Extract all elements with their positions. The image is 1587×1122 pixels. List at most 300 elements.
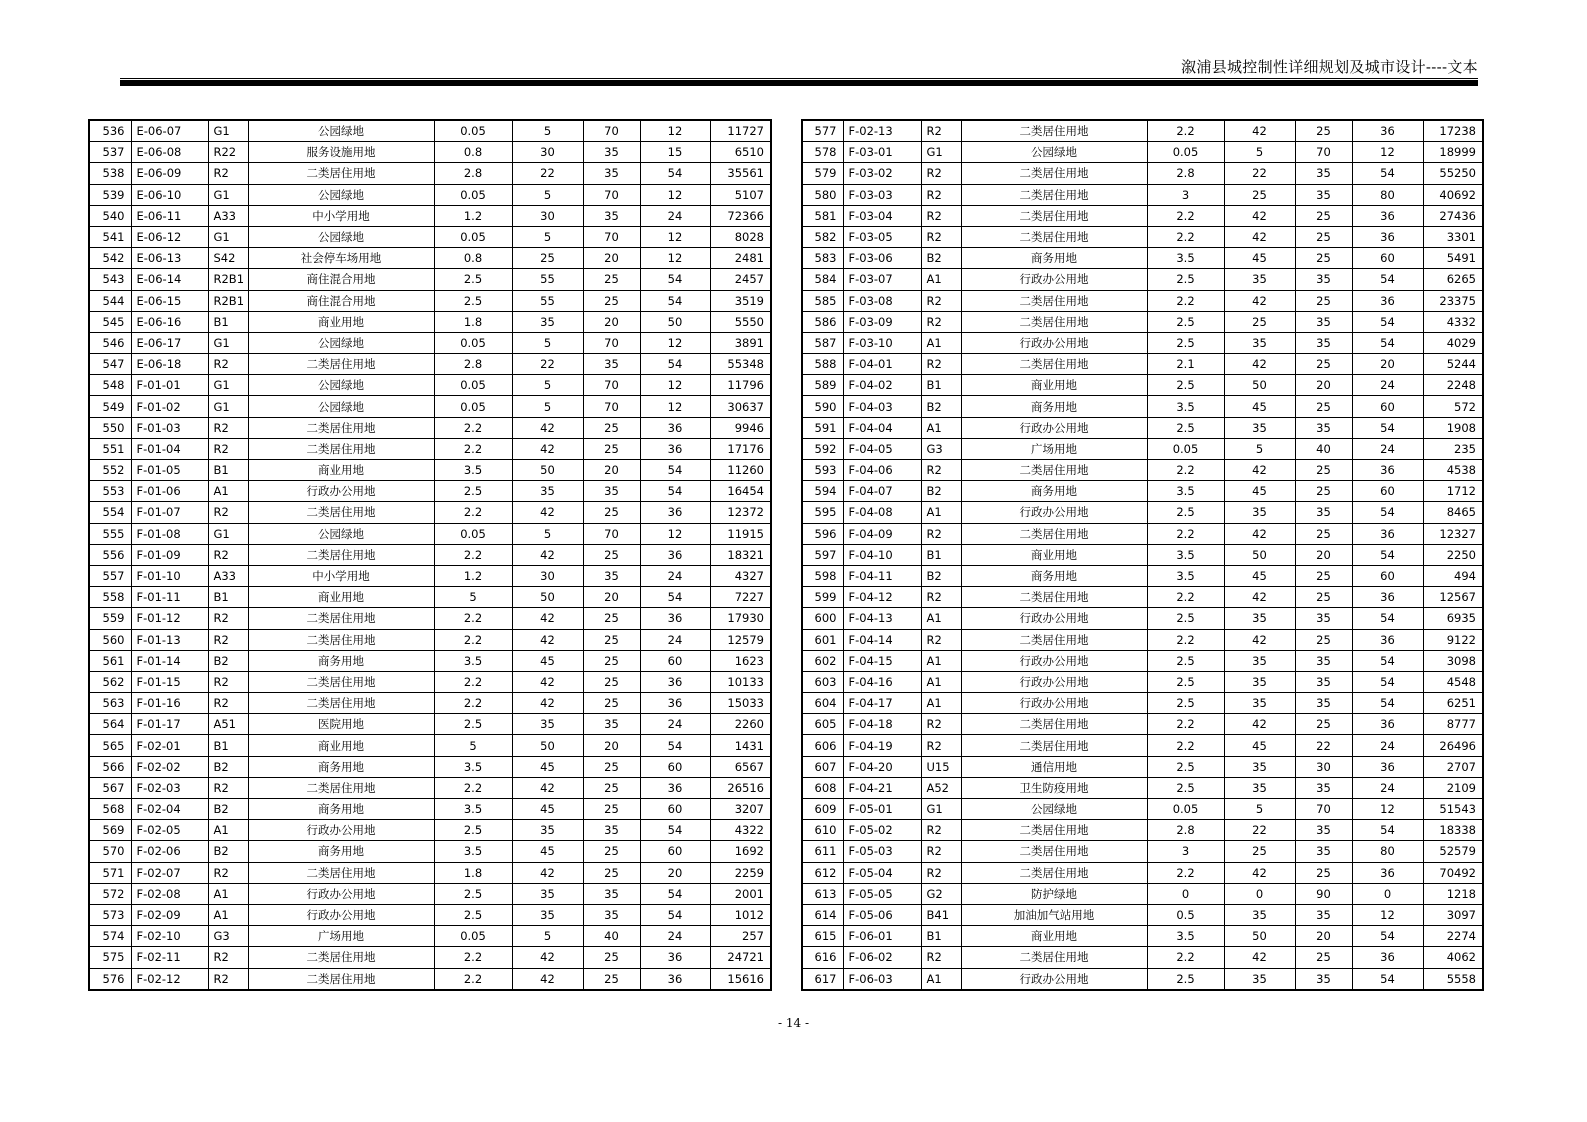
land-use-code-cell: A52: [921, 777, 961, 798]
green-ratio-cell: 25: [583, 544, 640, 565]
land-use-code-cell: R2: [208, 693, 248, 714]
land-use-code-cell: A1: [208, 481, 248, 502]
row-number-cell: 596: [802, 523, 843, 544]
height-limit-cell: 24: [640, 714, 710, 735]
area-cell: 1908: [1423, 417, 1483, 438]
height-limit-cell: 60: [640, 799, 710, 820]
land-use-code-cell: A1: [921, 608, 961, 629]
height-limit-cell: 60: [640, 650, 710, 671]
building-density-cell: 30: [512, 565, 583, 586]
land-use-name-cell: 加油加气站用地: [961, 904, 1147, 925]
green-ratio-cell: 25: [1295, 290, 1352, 311]
row-number-cell: 553: [89, 481, 131, 502]
land-use-name-cell: 商业用地: [961, 375, 1147, 396]
land-use-name-cell: 二类居住用地: [961, 629, 1147, 650]
table-row: [802, 375, 1483, 396]
building-density-cell: 5: [1224, 142, 1295, 163]
green-ratio-cell: 35: [1295, 184, 1352, 205]
area-cell: 11915: [710, 523, 771, 544]
building-density-cell: 35: [1224, 502, 1295, 523]
floor-area-ratio-cell: 2.5: [1147, 502, 1224, 523]
land-use-name-cell: 商务用地: [248, 841, 434, 862]
row-number-cell: 565: [89, 735, 131, 756]
table-row: [89, 417, 771, 438]
green-ratio-cell: 70: [583, 396, 640, 417]
land-use-code-cell: R2: [921, 311, 961, 332]
land-use-name-cell: 二类居住用地: [961, 184, 1147, 205]
table-row: [89, 311, 771, 332]
green-ratio-cell: 25: [583, 968, 640, 990]
row-number-cell: 592: [802, 438, 843, 459]
land-use-name-cell: 二类居住用地: [248, 862, 434, 883]
plot-code-cell: F-04-21: [843, 777, 921, 798]
green-ratio-cell: 70: [583, 120, 640, 142]
building-density-cell: 5: [512, 120, 583, 142]
green-ratio-cell: 35: [1295, 968, 1352, 990]
header-rule-thick: [120, 80, 1478, 86]
green-ratio-cell: 25: [1295, 523, 1352, 544]
area-cell: 40692: [1423, 184, 1483, 205]
building-density-cell: 35: [1224, 332, 1295, 353]
green-ratio-cell: 25: [583, 417, 640, 438]
row-number-cell: 558: [89, 587, 131, 608]
table-row: [89, 438, 771, 459]
row-number-cell: 584: [802, 269, 843, 290]
area-cell: 3301: [1423, 226, 1483, 247]
plot-code-cell: F-01-04: [131, 438, 208, 459]
green-ratio-cell: 25: [583, 777, 640, 798]
area-cell: 2109: [1423, 777, 1483, 798]
height-limit-cell: 54: [640, 820, 710, 841]
land-use-code-cell: B2: [921, 565, 961, 586]
row-number-cell: 605: [802, 714, 843, 735]
table-row: [89, 332, 771, 353]
plot-code-cell: F-05-04: [843, 862, 921, 883]
area-cell: 55250: [1423, 163, 1483, 184]
area-cell: 8028: [710, 226, 771, 247]
row-number-cell: 556: [89, 544, 131, 565]
row-number-cell: 568: [89, 799, 131, 820]
land-use-code-cell: R2: [921, 184, 961, 205]
land-use-code-cell: A33: [208, 565, 248, 586]
row-number-cell: 545: [89, 311, 131, 332]
building-density-cell: 35: [1224, 608, 1295, 629]
table-row: [802, 947, 1483, 968]
height-limit-cell: 36: [1352, 756, 1423, 777]
green-ratio-cell: 20: [583, 587, 640, 608]
row-number-cell: 589: [802, 375, 843, 396]
building-density-cell: 35: [1224, 650, 1295, 671]
row-number-cell: 580: [802, 184, 843, 205]
floor-area-ratio-cell: 2.5: [1147, 968, 1224, 990]
table-row: [802, 502, 1483, 523]
building-density-cell: 42: [512, 671, 583, 692]
green-ratio-cell: 25: [1295, 862, 1352, 883]
area-cell: 17176: [710, 438, 771, 459]
table-row: [802, 926, 1483, 947]
floor-area-ratio-cell: 2.5: [434, 290, 512, 311]
row-number-cell: 587: [802, 332, 843, 353]
land-use-name-cell: 广场用地: [248, 926, 434, 947]
land-use-name-cell: 广场用地: [961, 438, 1147, 459]
floor-area-ratio-cell: 2.2: [434, 947, 512, 968]
building-density-cell: 22: [512, 354, 583, 375]
area-cell: 24721: [710, 947, 771, 968]
table-row: [89, 777, 771, 798]
land-use-code-cell: G1: [208, 523, 248, 544]
green-ratio-cell: 25: [1295, 629, 1352, 650]
green-ratio-cell: 35: [1295, 608, 1352, 629]
land-use-code-cell: R2: [921, 629, 961, 650]
plot-code-cell: F-03-06: [843, 248, 921, 269]
land-use-name-cell: 商业用地: [248, 460, 434, 481]
height-limit-cell: 54: [1352, 608, 1423, 629]
plot-code-cell: F-01-12: [131, 608, 208, 629]
green-ratio-cell: 35: [583, 904, 640, 925]
height-limit-cell: 12: [1352, 799, 1423, 820]
green-ratio-cell: 20: [583, 311, 640, 332]
land-use-name-cell: 公园绿地: [248, 332, 434, 353]
green-ratio-cell: 35: [1295, 904, 1352, 925]
row-number-cell: 576: [89, 968, 131, 990]
plot-code-cell: F-04-08: [843, 502, 921, 523]
height-limit-cell: 54: [1352, 269, 1423, 290]
floor-area-ratio-cell: 3.5: [434, 650, 512, 671]
area-cell: 6510: [710, 142, 771, 163]
row-number-cell: 603: [802, 671, 843, 692]
land-use-name-cell: 行政办公用地: [248, 883, 434, 904]
height-limit-cell: 60: [1352, 565, 1423, 586]
floor-area-ratio-cell: 2.2: [434, 777, 512, 798]
land-use-code-cell: G1: [921, 799, 961, 820]
table-row: [802, 587, 1483, 608]
height-limit-cell: 54: [1352, 502, 1423, 523]
building-density-cell: 42: [512, 544, 583, 565]
table-row: [802, 799, 1483, 820]
area-cell: 52579: [1423, 841, 1483, 862]
land-use-name-cell: 公园绿地: [961, 799, 1147, 820]
area-cell: 9122: [1423, 629, 1483, 650]
row-number-cell: 595: [802, 502, 843, 523]
land-use-name-cell: 商务用地: [248, 650, 434, 671]
green-ratio-cell: 20: [1295, 926, 1352, 947]
building-density-cell: 42: [512, 777, 583, 798]
land-use-code-cell: B1: [208, 587, 248, 608]
area-cell: 8465: [1423, 502, 1483, 523]
table-row: [89, 163, 771, 184]
land-use-table-right: [801, 119, 1484, 991]
floor-area-ratio-cell: 0.8: [434, 248, 512, 269]
height-limit-cell: 24: [640, 926, 710, 947]
floor-area-ratio-cell: 3.5: [434, 460, 512, 481]
height-limit-cell: 54: [640, 460, 710, 481]
height-limit-cell: 50: [640, 311, 710, 332]
floor-area-ratio-cell: 2.5: [1147, 608, 1224, 629]
building-density-cell: 42: [1224, 947, 1295, 968]
building-density-cell: 35: [1224, 269, 1295, 290]
land-use-name-cell: 二类居住用地: [248, 354, 434, 375]
height-limit-cell: 24: [1352, 438, 1423, 459]
table-row: [802, 693, 1483, 714]
height-limit-cell: 54: [1352, 926, 1423, 947]
table-row: [802, 608, 1483, 629]
height-limit-cell: 36: [640, 417, 710, 438]
land-use-code-cell: B2: [208, 756, 248, 777]
green-ratio-cell: 35: [1295, 163, 1352, 184]
plot-code-cell: F-04-18: [843, 714, 921, 735]
row-number-cell: 541: [89, 226, 131, 247]
green-ratio-cell: 35: [583, 565, 640, 586]
floor-area-ratio-cell: 2.5: [434, 904, 512, 925]
height-limit-cell: 80: [1352, 841, 1423, 862]
building-density-cell: 35: [512, 820, 583, 841]
building-density-cell: 35: [512, 311, 583, 332]
area-cell: 2248: [1423, 375, 1483, 396]
building-density-cell: 35: [512, 714, 583, 735]
plot-code-cell: E-06-08: [131, 142, 208, 163]
plot-code-cell: F-02-08: [131, 883, 208, 904]
floor-area-ratio-cell: 2.2: [434, 671, 512, 692]
floor-area-ratio-cell: 2.2: [434, 608, 512, 629]
row-number-cell: 555: [89, 523, 131, 544]
floor-area-ratio-cell: 0.05: [434, 396, 512, 417]
floor-area-ratio-cell: 0.05: [434, 226, 512, 247]
page-number: - 14 -: [777, 1016, 809, 1030]
building-density-cell: 35: [512, 883, 583, 904]
building-density-cell: 45: [512, 799, 583, 820]
area-cell: 494: [1423, 565, 1483, 586]
area-cell: 5558: [1423, 968, 1483, 990]
row-number-cell: 539: [89, 184, 131, 205]
row-number-cell: 557: [89, 565, 131, 586]
table-row: [802, 142, 1483, 163]
green-ratio-cell: 25: [1295, 460, 1352, 481]
land-use-code-cell: R2: [921, 205, 961, 226]
area-cell: 2250: [1423, 544, 1483, 565]
land-use-code-cell: A1: [208, 820, 248, 841]
building-density-cell: 35: [1224, 693, 1295, 714]
land-use-code-cell: G1: [208, 332, 248, 353]
land-use-code-cell: B2: [208, 841, 248, 862]
land-use-code-cell: R2: [208, 777, 248, 798]
row-number-cell: 578: [802, 142, 843, 163]
floor-area-ratio-cell: 2.2: [1147, 523, 1224, 544]
green-ratio-cell: 25: [583, 756, 640, 777]
plot-code-cell: F-01-15: [131, 671, 208, 692]
table-row: [89, 587, 771, 608]
land-use-name-cell: 二类居住用地: [961, 311, 1147, 332]
building-density-cell: 45: [1224, 735, 1295, 756]
height-limit-cell: 12: [640, 226, 710, 247]
plot-code-cell: F-04-10: [843, 544, 921, 565]
floor-area-ratio-cell: 5: [434, 735, 512, 756]
land-use-name-cell: 商务用地: [961, 565, 1147, 586]
green-ratio-cell: 35: [583, 163, 640, 184]
land-use-code-cell: A1: [921, 650, 961, 671]
plot-code-cell: F-01-01: [131, 375, 208, 396]
area-cell: 6935: [1423, 608, 1483, 629]
green-ratio-cell: 25: [1295, 248, 1352, 269]
area-cell: 1692: [710, 841, 771, 862]
plot-code-cell: F-03-08: [843, 290, 921, 311]
building-density-cell: 35: [1224, 417, 1295, 438]
floor-area-ratio-cell: 2.5: [434, 269, 512, 290]
area-cell: 12372: [710, 502, 771, 523]
land-use-name-cell: 商务用地: [961, 248, 1147, 269]
plot-code-cell: F-03-10: [843, 332, 921, 353]
height-limit-cell: 54: [1352, 968, 1423, 990]
land-use-code-cell: R2: [208, 163, 248, 184]
land-use-code-cell: R22: [208, 142, 248, 163]
plot-code-cell: F-02-12: [131, 968, 208, 990]
plot-code-cell: F-01-14: [131, 650, 208, 671]
floor-area-ratio-cell: 2.2: [1147, 290, 1224, 311]
plot-code-cell: F-01-06: [131, 481, 208, 502]
green-ratio-cell: 35: [1295, 671, 1352, 692]
floor-area-ratio-cell: 2.2: [1147, 862, 1224, 883]
floor-area-ratio-cell: 2.5: [1147, 671, 1224, 692]
table-row: [89, 735, 771, 756]
building-density-cell: 42: [512, 417, 583, 438]
green-ratio-cell: 35: [1295, 502, 1352, 523]
table-row: [89, 799, 771, 820]
row-number-cell: 572: [89, 883, 131, 904]
plot-code-cell: F-02-10: [131, 926, 208, 947]
green-ratio-cell: 70: [583, 375, 640, 396]
height-limit-cell: 60: [640, 841, 710, 862]
land-use-code-cell: G1: [208, 184, 248, 205]
land-use-code-cell: G3: [921, 438, 961, 459]
land-use-code-cell: A1: [921, 502, 961, 523]
land-use-name-cell: 防护绿地: [961, 883, 1147, 904]
floor-area-ratio-cell: 2.2: [434, 502, 512, 523]
building-density-cell: 42: [512, 629, 583, 650]
land-use-code-cell: R2: [921, 947, 961, 968]
row-number-cell: 536: [89, 120, 131, 142]
plot-code-cell: F-02-03: [131, 777, 208, 798]
height-limit-cell: 24: [640, 565, 710, 586]
row-number-cell: 551: [89, 438, 131, 459]
table-row: [802, 820, 1483, 841]
table-row: [802, 735, 1483, 756]
land-use-code-cell: A1: [921, 671, 961, 692]
building-density-cell: 55: [512, 269, 583, 290]
floor-area-ratio-cell: 2.2: [1147, 226, 1224, 247]
floor-area-ratio-cell: 5: [434, 587, 512, 608]
land-use-name-cell: 公园绿地: [248, 184, 434, 205]
area-cell: 12579: [710, 629, 771, 650]
land-use-name-cell: 二类居住用地: [248, 417, 434, 438]
building-density-cell: 42: [512, 947, 583, 968]
green-ratio-cell: 25: [583, 947, 640, 968]
floor-area-ratio-cell: 1.2: [434, 205, 512, 226]
floor-area-ratio-cell: 2.5: [434, 883, 512, 904]
table-row: [802, 544, 1483, 565]
row-number-cell: 581: [802, 205, 843, 226]
table-row: [802, 650, 1483, 671]
building-density-cell: 42: [1224, 226, 1295, 247]
building-density-cell: 5: [1224, 799, 1295, 820]
land-use-code-cell: G1: [921, 142, 961, 163]
table-row: [802, 904, 1483, 925]
green-ratio-cell: 25: [583, 269, 640, 290]
building-density-cell: 25: [1224, 841, 1295, 862]
plot-code-cell: F-02-09: [131, 904, 208, 925]
row-number-cell: 543: [89, 269, 131, 290]
floor-area-ratio-cell: 2.5: [1147, 332, 1224, 353]
land-use-code-cell: B1: [208, 460, 248, 481]
building-density-cell: 35: [1224, 756, 1295, 777]
area-cell: 6251: [1423, 693, 1483, 714]
area-cell: 72366: [710, 205, 771, 226]
land-use-code-cell: B2: [921, 248, 961, 269]
table-row: [89, 693, 771, 714]
area-cell: 3207: [710, 799, 771, 820]
building-density-cell: 42: [512, 968, 583, 990]
row-number-cell: 583: [802, 248, 843, 269]
row-number-cell: 614: [802, 904, 843, 925]
height-limit-cell: 36: [640, 693, 710, 714]
land-use-code-cell: R2: [208, 947, 248, 968]
height-limit-cell: 0: [1352, 883, 1423, 904]
green-ratio-cell: 40: [1295, 438, 1352, 459]
table-row: [89, 608, 771, 629]
area-cell: 16454: [710, 481, 771, 502]
floor-area-ratio-cell: 2.2: [434, 417, 512, 438]
row-number-cell: 573: [89, 904, 131, 925]
table-row: [89, 354, 771, 375]
building-density-cell: 50: [512, 587, 583, 608]
plot-code-cell: F-05-02: [843, 820, 921, 841]
plot-code-cell: F-06-01: [843, 926, 921, 947]
height-limit-cell: 54: [1352, 650, 1423, 671]
land-use-code-cell: G1: [208, 226, 248, 247]
table-row: [89, 120, 771, 142]
table-row: [802, 226, 1483, 247]
plot-code-cell: F-02-02: [131, 756, 208, 777]
land-use-name-cell: 服务设施用地: [248, 142, 434, 163]
area-cell: 572: [1423, 396, 1483, 417]
plot-code-cell: F-04-13: [843, 608, 921, 629]
land-use-name-cell: 商业用地: [248, 587, 434, 608]
row-number-cell: 609: [802, 799, 843, 820]
table-row: [802, 862, 1483, 883]
green-ratio-cell: 25: [583, 799, 640, 820]
area-cell: 6567: [710, 756, 771, 777]
building-density-cell: 35: [512, 904, 583, 925]
area-cell: 9946: [710, 417, 771, 438]
land-use-name-cell: 二类居住用地: [248, 629, 434, 650]
land-use-name-cell: 二类居住用地: [248, 777, 434, 798]
plot-code-cell: F-02-01: [131, 735, 208, 756]
table-row: [89, 184, 771, 205]
plot-code-cell: F-01-07: [131, 502, 208, 523]
height-limit-cell: 54: [1352, 311, 1423, 332]
floor-area-ratio-cell: 2.8: [434, 354, 512, 375]
building-density-cell: 45: [512, 650, 583, 671]
table-row: [89, 523, 771, 544]
table-row: [802, 968, 1483, 990]
plot-code-cell: E-06-14: [131, 269, 208, 290]
row-number-cell: 613: [802, 883, 843, 904]
height-limit-cell: 36: [1352, 629, 1423, 650]
land-use-code-cell: R2: [921, 820, 961, 841]
building-density-cell: 5: [512, 375, 583, 396]
plot-code-cell: F-01-05: [131, 460, 208, 481]
plot-code-cell: F-01-09: [131, 544, 208, 565]
land-use-code-cell: R2B1: [208, 269, 248, 290]
plot-code-cell: F-06-02: [843, 947, 921, 968]
